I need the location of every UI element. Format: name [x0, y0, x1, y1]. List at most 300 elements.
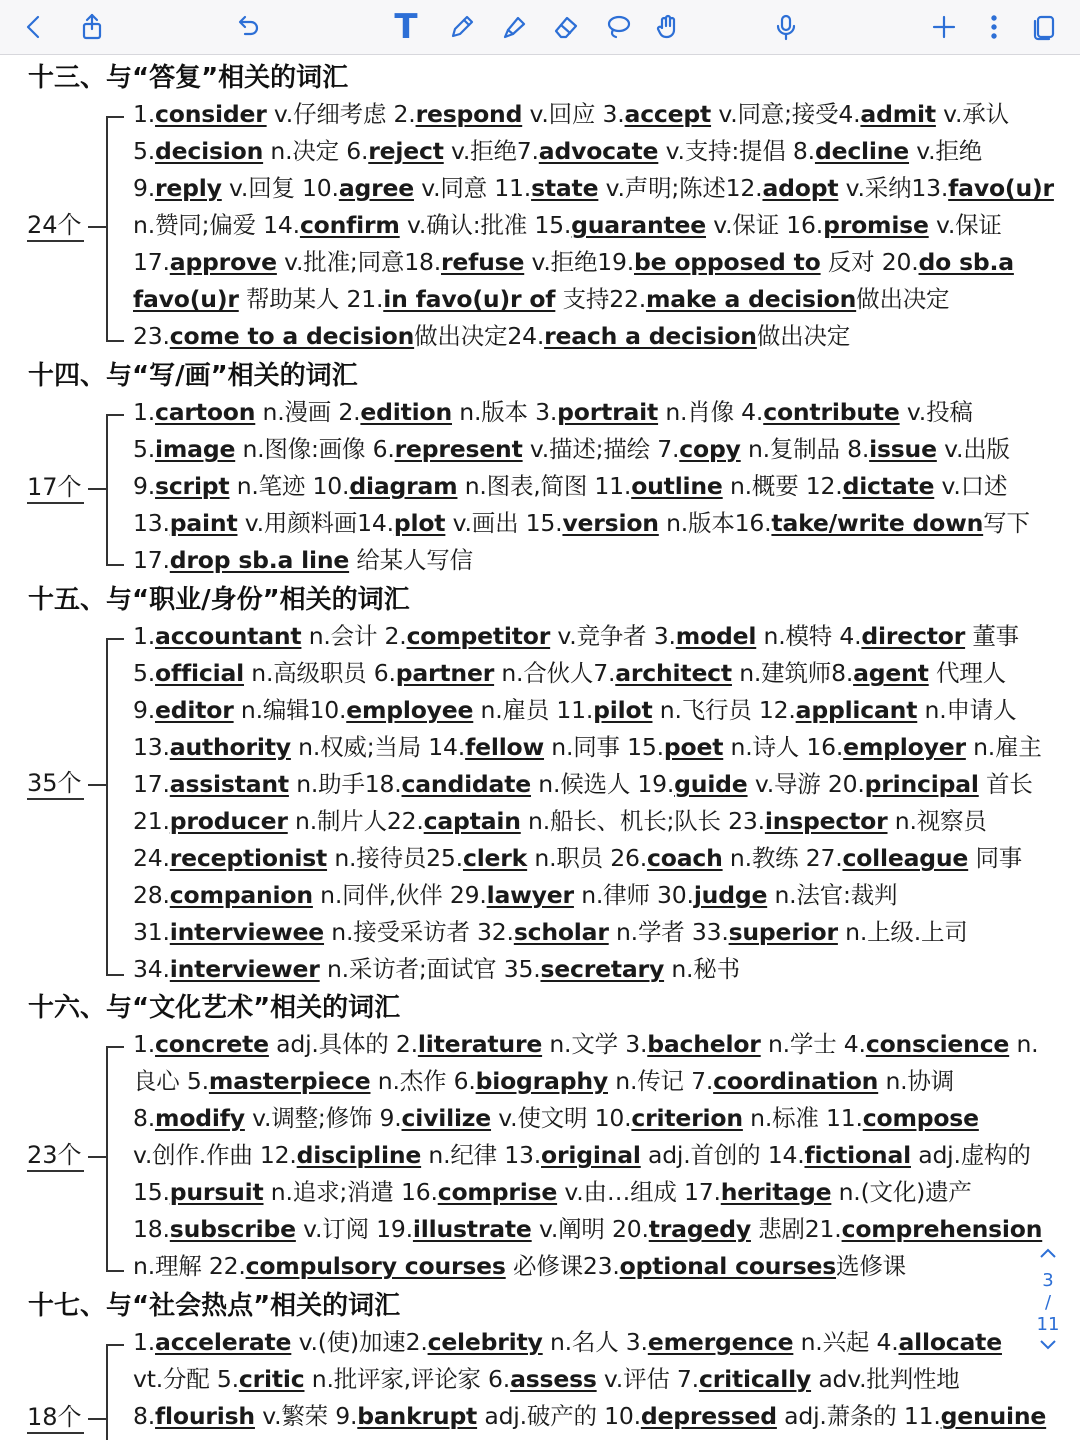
word-line — [133, 244, 1063, 281]
definition-text: 17. — [133, 248, 170, 276]
definition-text: n.版本16. — [658, 509, 772, 537]
definition-text: n.学者 33. — [608, 918, 729, 946]
definition-text: n.接受采访者 32. — [324, 918, 514, 946]
word-list — [133, 618, 1063, 988]
definition-text: adj.萧条的 11. — [776, 1402, 941, 1430]
definition-text: v.订阅 19. — [295, 1215, 413, 1243]
bracket — [106, 638, 124, 976]
vocab-term: represent — [394, 435, 523, 463]
pen-icon[interactable] — [442, 7, 482, 47]
definition-text: v.批准;同意18. — [276, 248, 441, 276]
vocab-term: reply — [155, 174, 222, 202]
definition-text: 31. — [133, 918, 170, 946]
vocab-term: outline — [631, 472, 723, 500]
definition-text: n.名人 3. — [542, 1328, 648, 1356]
definition-text: n.图像:画像 6. — [235, 435, 395, 463]
vocab-term: come to a decision — [169, 322, 415, 350]
definition-text: v.竞争者 3. — [550, 622, 676, 650]
vocab-term: accept — [624, 100, 712, 128]
vocab-term: accountant — [155, 622, 302, 650]
word-line — [133, 96, 1063, 133]
vocab-term: agent — [853, 659, 929, 687]
definition-text: n.编辑10. — [233, 696, 347, 724]
definition-text: n.雇员 11. — [473, 696, 594, 724]
current-page: 3 — [1042, 1270, 1054, 1291]
more-icon[interactable] — [974, 7, 1014, 47]
vocab-term: scholar — [513, 918, 609, 946]
back-icon[interactable] — [14, 7, 54, 47]
definition-text: v.由…组成 17. — [557, 1178, 721, 1206]
definition-text: adj.破产的 10. — [477, 1402, 641, 1430]
definition-text: 5. — [133, 137, 156, 165]
definition-text: v.繁荣 9. — [254, 1402, 358, 1430]
word-count-badge: 23个 — [27, 1140, 84, 1172]
pages-icon[interactable] — [1024, 7, 1064, 47]
definition-text: n.复制品 8. — [740, 435, 870, 463]
definition-text: 帮助某人 21. — [238, 285, 384, 313]
definition-text: v.评估 7. — [596, 1365, 699, 1393]
definition-text: v.描述;描绘 7. — [522, 435, 680, 463]
vocab-term: director — [861, 622, 966, 650]
vocab-term: guarantee — [571, 211, 706, 239]
total-pages: 11 — [1036, 1314, 1060, 1335]
vocab-term: comprehension — [841, 1215, 1043, 1243]
definition-text: 8. — [133, 1402, 156, 1430]
definition-text: 给某人写信 — [349, 546, 473, 574]
microphone-icon[interactable] — [766, 7, 806, 47]
bracket-tick — [88, 226, 107, 228]
definition-text: 选修课 — [836, 1252, 906, 1280]
vocab-term: agree — [338, 174, 414, 202]
vocab-term: coach — [647, 844, 723, 872]
vocab-term: interviewer — [169, 955, 320, 983]
definition-text: n.协调 — [878, 1067, 955, 1095]
bracket-tick — [88, 488, 107, 490]
vocab-term: respond — [415, 100, 523, 128]
word-line — [133, 803, 1063, 840]
section-title: 十四、与“写/画”相关的词汇 — [28, 361, 358, 391]
word-line — [133, 1398, 1063, 1435]
definition-text: adv.批判性地 — [811, 1365, 960, 1393]
vocab-term: official — [155, 659, 244, 687]
word-line — [133, 655, 1063, 692]
definition-text: 13. — [133, 509, 170, 537]
definition-text: n.制片人22. — [287, 807, 424, 835]
vocab-term: reach a decision — [544, 322, 757, 350]
vocab-term: clerk — [462, 844, 528, 872]
vocab-term: conscience — [865, 1030, 1010, 1058]
vocab-term: do sb.a — [918, 248, 1014, 276]
vocab-term: employer — [843, 733, 966, 761]
definition-text: v.回应 3. — [522, 100, 625, 128]
definition-text: v.使文明 10. — [491, 1104, 632, 1132]
vocab-term: accelerate — [155, 1328, 292, 1356]
definition-text: v.拒绝19. — [524, 248, 635, 276]
vocab-term: critic — [238, 1365, 305, 1393]
word-count-badge: 18个 — [27, 1402, 84, 1434]
vocab-term: critically — [698, 1365, 812, 1393]
word-line — [133, 766, 1063, 803]
word-line — [133, 1361, 1063, 1398]
word-line — [133, 1137, 1063, 1174]
vocab-term: favo(u)r — [133, 285, 239, 313]
definition-text: n.批评家,评论家 6. — [304, 1365, 511, 1393]
word-count-badge: 35个 — [27, 768, 84, 800]
definition-text: 1. — [133, 1030, 156, 1058]
word-line — [133, 1063, 1063, 1100]
definition-text: n.候选人 19. — [530, 770, 675, 798]
definition-text: n.上级.上司 — [837, 918, 968, 946]
word-line — [133, 505, 1063, 542]
definition-text: n.接待员25. — [327, 844, 463, 872]
vocab-term: admit — [860, 100, 936, 128]
vocab-term: adopt — [762, 174, 839, 202]
hand-icon[interactable] — [648, 7, 688, 47]
vocab-term: judge — [693, 881, 768, 909]
definition-text: v.创作.作曲 12. — [133, 1141, 297, 1169]
section-title: 十三、与“答复”相关的词汇 — [28, 63, 349, 93]
word-line — [133, 914, 1063, 951]
word-line — [133, 1248, 1063, 1285]
word-list — [133, 1026, 1063, 1285]
vocab-term: diagram — [349, 472, 458, 500]
vocab-term: image — [155, 435, 236, 463]
vocab-term: tragedy — [648, 1215, 751, 1243]
add-icon[interactable] — [924, 7, 964, 47]
bracket — [106, 116, 124, 342]
definition-text: n.兴起 4. — [793, 1328, 899, 1356]
definition-text: n.漫画 2. — [255, 398, 361, 426]
vocab-term: lawyer — [486, 881, 574, 909]
vocab-term: celebrity — [427, 1328, 543, 1356]
vocab-term: assess — [510, 1365, 597, 1393]
vocab-term: modify — [155, 1104, 245, 1132]
definition-text: v.确认:批准 15. — [399, 211, 572, 239]
vocab-term: decline — [814, 137, 910, 165]
word-line — [133, 951, 1063, 988]
definition-text: n.纪律 13. — [421, 1141, 542, 1169]
vocab-term: depressed — [640, 1402, 777, 1430]
vocab-term: approve — [169, 248, 277, 276]
definition-text: 24. — [133, 844, 170, 872]
definition-text: 董事 — [965, 622, 1019, 650]
vocab-term: biography — [475, 1067, 608, 1095]
definition-text: n.赞同;偏爱 14. — [133, 211, 300, 239]
definition-text: v.调整;修饰 9. — [244, 1104, 402, 1132]
definition-text: 34. — [133, 955, 170, 983]
definition-text: 1. — [133, 398, 156, 426]
bracket — [106, 414, 124, 566]
word-line — [133, 1174, 1063, 1211]
word-count-badge: 24个 — [27, 210, 84, 242]
definition-text: 9. — [133, 174, 156, 202]
word-count-badge: 17个 — [27, 472, 84, 504]
definition-text: n.律师 30. — [573, 881, 694, 909]
definition-text: 必修课23. — [505, 1252, 620, 1280]
vocab-term: in favo(u)r of — [383, 285, 556, 313]
vocab-term: editor — [155, 696, 234, 724]
definition-text: 5. — [133, 435, 156, 463]
vocab-term: model — [675, 622, 757, 650]
definition-text: v.拒绝 — [909, 137, 983, 165]
vocab-term: employee — [346, 696, 474, 724]
vocab-term: optional courses — [619, 1252, 837, 1280]
vocab-term: interviewee — [169, 918, 325, 946]
word-line — [133, 170, 1063, 207]
vocab-term: promise — [823, 211, 929, 239]
vocab-term: producer — [169, 807, 288, 835]
definition-text: n.同伴,伙伴 29. — [312, 881, 487, 909]
definition-text: adj.具体的 2. — [268, 1030, 418, 1058]
vocab-term: issue — [869, 435, 937, 463]
vocab-term: illustrate — [412, 1215, 532, 1243]
word-line — [133, 394, 1063, 431]
vocab-term: inspector — [764, 807, 888, 835]
definition-text: 1. — [133, 100, 156, 128]
vocab-term: version — [562, 509, 659, 537]
vocab-term: portrait — [557, 398, 659, 426]
definition-text: n.教练 27. — [722, 844, 843, 872]
vocab-term: contribute — [763, 398, 900, 426]
word-line — [133, 207, 1063, 244]
bracket — [106, 1344, 124, 1440]
definition-text: v.承认 — [935, 100, 1009, 128]
note-page — [0, 56, 1080, 1440]
chevron-up-icon[interactable] — [1030, 1244, 1066, 1270]
definition-text: n.船长、机长;队长 23. — [520, 807, 765, 835]
word-line — [133, 1211, 1063, 1248]
word-line — [133, 877, 1063, 914]
definition-text: v.声明;陈述12. — [598, 174, 763, 202]
definition-text: n.理解 22. — [133, 1252, 246, 1280]
eraser-icon[interactable] — [546, 7, 586, 47]
bracket-tick — [88, 1418, 107, 1420]
word-line — [133, 1100, 1063, 1137]
definition-text: v.采纳13. — [838, 174, 949, 202]
definition-text: n.概要 12. — [722, 472, 843, 500]
definition-text: v.保证 — [928, 211, 1002, 239]
definition-text: 做出决定24. — [414, 322, 545, 350]
vocab-term: discipline — [296, 1141, 422, 1169]
definition-text: 28. — [133, 881, 170, 909]
vocab-term: assistant — [169, 770, 289, 798]
vocab-term: confirm — [299, 211, 400, 239]
definition-text: n.标准 11. — [742, 1104, 863, 1132]
vocab-term: advocate — [538, 137, 659, 165]
vocab-term: refuse — [441, 248, 525, 276]
definition-text: n.模特 4. — [756, 622, 862, 650]
vocab-term: principal — [864, 770, 979, 798]
highlighter-icon[interactable] — [494, 7, 534, 47]
definition-text: 17. — [133, 546, 170, 574]
bracket-tick — [88, 784, 107, 786]
vocab-term: captain — [423, 807, 521, 835]
definition-text: v.回复 10. — [221, 174, 339, 202]
word-line — [133, 468, 1063, 505]
definition-text: n.助手18. — [288, 770, 402, 798]
definition-text: v.投稿 — [899, 398, 973, 426]
definition-text: n.追求;消遣 16. — [263, 1178, 438, 1206]
definition-text: n.权威;当局 14. — [290, 733, 466, 761]
definition-text: n.视察员 — [887, 807, 987, 835]
vocab-term: civilize — [401, 1104, 492, 1132]
vocab-term: edition — [360, 398, 452, 426]
lasso-icon[interactable] — [598, 7, 638, 47]
definition-text: n.肖像 4. — [658, 398, 764, 426]
vocab-term: companion — [169, 881, 313, 909]
definition-text: 17. — [133, 770, 170, 798]
word-line — [133, 729, 1063, 766]
definition-text: v.仔细考虑 2. — [266, 100, 416, 128]
definition-text: 悲剧21. — [750, 1215, 842, 1243]
word-list — [133, 394, 1063, 579]
vocab-term: take/write down — [771, 509, 984, 537]
definition-text: 8. — [133, 1104, 156, 1132]
vocab-term: state — [531, 174, 599, 202]
definition-text: 1. — [133, 1328, 156, 1356]
word-line — [133, 281, 1063, 318]
definition-text: v.保证 16. — [706, 211, 824, 239]
text-tool-icon[interactable] — [386, 7, 426, 47]
definition-text: v.导游 20. — [747, 770, 865, 798]
definition-text: v.出版 — [936, 435, 1010, 463]
undo-icon[interactable] — [228, 7, 268, 47]
definition-text: v.同意;接受4. — [711, 100, 861, 128]
vocab-term: script — [155, 472, 230, 500]
vocab-term: authority — [169, 733, 291, 761]
definition-text: 支持22. — [555, 285, 646, 313]
definition-text: n.杰作 6. — [370, 1067, 476, 1095]
definition-text: n.法官:裁判 — [767, 881, 898, 909]
word-line — [133, 692, 1063, 729]
definition-text: 13. — [133, 733, 170, 761]
page-separator: / — [1044, 1292, 1052, 1313]
bracket-tick — [88, 1156, 107, 1158]
text-tool-label: T — [394, 7, 418, 47]
definition-text: n.版本 3. — [452, 398, 558, 426]
vocab-term: coordination — [713, 1067, 879, 1095]
section-title: 十五、与“职业/身份”相关的词汇 — [28, 585, 410, 615]
bracket — [106, 1046, 124, 1272]
word-line — [133, 1324, 1063, 1361]
word-line — [133, 542, 1063, 579]
definition-text: n.职员 26. — [527, 844, 648, 872]
definition-text: v.用颜料画14. — [237, 509, 394, 537]
vocab-term: allocate — [898, 1328, 1002, 1356]
vocab-term: literature — [417, 1030, 543, 1058]
definition-text: 反对 20. — [820, 248, 919, 276]
share-icon[interactable] — [72, 7, 112, 47]
definition-text: n.笔迹 10. — [229, 472, 350, 500]
page-indicator — [1030, 1244, 1066, 1404]
definition-text: n.雇主 — [965, 733, 1042, 761]
definition-text: 23. — [133, 322, 170, 350]
definition-text: adj.首创的 14. — [640, 1141, 805, 1169]
definition-text: v.口述 — [934, 472, 1008, 500]
definition-text: 15. — [133, 1178, 170, 1206]
definition-text: 9. — [133, 472, 156, 500]
definition-text: v.同意 11. — [414, 174, 532, 202]
word-line — [133, 840, 1063, 877]
vocab-term: paint — [169, 509, 238, 537]
definition-text: 良心 5. — [133, 1067, 209, 1095]
vocab-term: bachelor — [647, 1030, 761, 1058]
definition-text: 代理人 — [928, 659, 1006, 687]
word-list — [133, 96, 1063, 355]
vocab-term: concrete — [155, 1030, 269, 1058]
word-line — [133, 431, 1063, 468]
definition-text: 写下 — [983, 509, 1030, 537]
definition-text: n.合伙人7. — [494, 659, 616, 687]
definition-text: v.阐明 20. — [531, 1215, 649, 1243]
definition-text: n.会计 2. — [301, 622, 407, 650]
definition-text: v.(使)加速2. — [291, 1328, 428, 1356]
definition-text: n.(文化)遗产 — [831, 1178, 972, 1206]
vocab-term: consider — [155, 100, 267, 128]
vocab-term: applicant — [795, 696, 918, 724]
definition-text: n.飞行员 12. — [652, 696, 796, 724]
vocab-term: colleague — [842, 844, 969, 872]
section-title: 十六、与“文化艺术”相关的词汇 — [28, 993, 401, 1023]
vocab-term: drop sb.a line — [169, 546, 350, 574]
vocab-term: cartoon — [155, 398, 256, 426]
toolbar — [0, 0, 1080, 55]
word-line — [133, 1026, 1063, 1063]
word-line — [133, 318, 1063, 355]
vocab-term: reject — [368, 137, 444, 165]
definition-text: v.拒绝7. — [443, 137, 539, 165]
definition-text: n.诗人 16. — [723, 733, 844, 761]
definition-text: 做出决定 — [756, 322, 851, 350]
word-list — [133, 1324, 1063, 1435]
vocab-term: partner — [395, 659, 495, 687]
definition-text: adj.虚构的 — [910, 1141, 1031, 1169]
definition-text: n. — [1009, 1030, 1039, 1058]
definition-text: 21. — [133, 807, 170, 835]
definition-text: 9. — [133, 696, 156, 724]
chevron-down-icon[interactable] — [1030, 1336, 1066, 1362]
definition-text: n.图表,简图 11. — [457, 472, 632, 500]
vocab-term: compose — [862, 1104, 979, 1132]
definition-text: n.高级职员 6. — [243, 659, 396, 687]
definition-text: 5. — [133, 659, 156, 687]
vocab-term: favo(u)r — [948, 174, 1054, 202]
vocab-term: fictional — [804, 1141, 911, 1169]
definition-text: v.画出 15. — [445, 509, 563, 537]
vocab-term: candidate — [401, 770, 531, 798]
vocab-term: bankrupt — [357, 1402, 478, 1430]
definition-text: n.传记 7. — [608, 1067, 714, 1095]
word-line — [133, 618, 1063, 655]
definition-text: 首长 — [978, 770, 1033, 798]
definition-text: n.秘书 — [664, 955, 740, 983]
vocab-term: fellow — [465, 733, 545, 761]
vocab-term: architect — [615, 659, 732, 687]
vocab-term: emergence — [647, 1328, 794, 1356]
vocab-term: criterion — [631, 1104, 743, 1132]
vocab-term: receptionist — [169, 844, 328, 872]
vocab-term: comprise — [437, 1178, 558, 1206]
definition-text: n.决定 6. — [263, 137, 369, 165]
vocab-term: decision — [155, 137, 264, 165]
vocab-term: genuine — [940, 1402, 1047, 1430]
definition-text: n.建筑师8. — [731, 659, 854, 687]
vocab-term: masterpiece — [208, 1067, 371, 1095]
vocab-term: compulsory courses — [245, 1252, 506, 1280]
definition-text: 做出决定 — [856, 285, 950, 313]
vocab-term: plot — [393, 509, 446, 537]
vocab-term: dictate — [842, 472, 935, 500]
